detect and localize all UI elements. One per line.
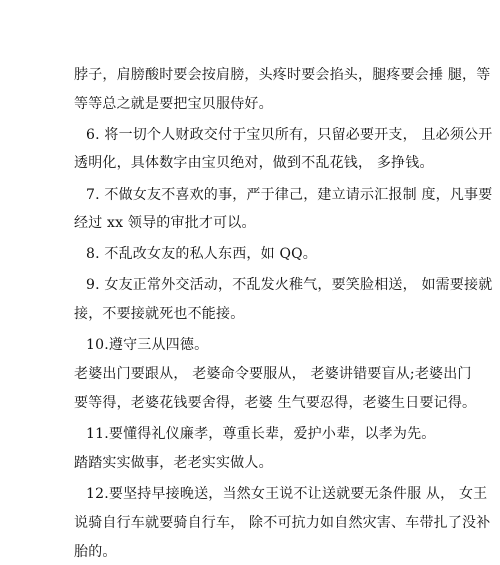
text-line: 胎的。 (74, 544, 117, 560)
text-line: 老婆出门要跟从， 老婆命令要服从， 老婆讲错要盲从;老婆出门 (74, 366, 472, 382)
text-line: 9. 女友正常外交活动，不乱发火稚气，要笑脸相送， 如需要接就 (86, 277, 493, 293)
text-line: 接，不要接就死也不能接。 (74, 306, 245, 322)
text-line: 6. 将一切个人财政交付于宝贝所有，只留必要开支， 且必须公开 (86, 127, 493, 143)
text-line: 要等得，老婆花钱要舍得，老婆 生气要忍得，老婆生日要记得。 (74, 395, 477, 411)
text-line: 10.遵守三从四德。 (86, 337, 209, 353)
text-line: 8. 不乱改女友的私人东西，如 QQ。 (86, 246, 318, 262)
text-line: 说骑自行车就要骑自行车， 除不可抗力如自然灾害、车带扎了没补 (74, 515, 491, 531)
text-line: 11.要懂得礼仪廉孝，尊重长辈，爱护小辈，以孝为先。 (86, 426, 436, 442)
text-line: 透明化，具体数字由宝贝绝对，做到不乱花钱， 多挣钱。 (74, 155, 434, 171)
text-line: 等等总之就是要把宝贝服侍好。 (74, 96, 273, 112)
text-line: 脖子，肩膀酸时要会按肩膀，头疼时要会掐头，腿疼要会捶 腿，等 (74, 67, 491, 83)
text-line: 踏踏实实做事，老老实实做人。 (74, 455, 273, 471)
text-line: 12.要坚持早接晚送，当然女王说不让送就要无条件服 从， 女王 (86, 486, 488, 502)
text-line: 经过 xx 领导的审批才可以。 (74, 215, 256, 231)
text-line: 7. 不做女友不喜欢的事，严于律己，建立请示汇报制 度，凡事要 (86, 187, 493, 203)
